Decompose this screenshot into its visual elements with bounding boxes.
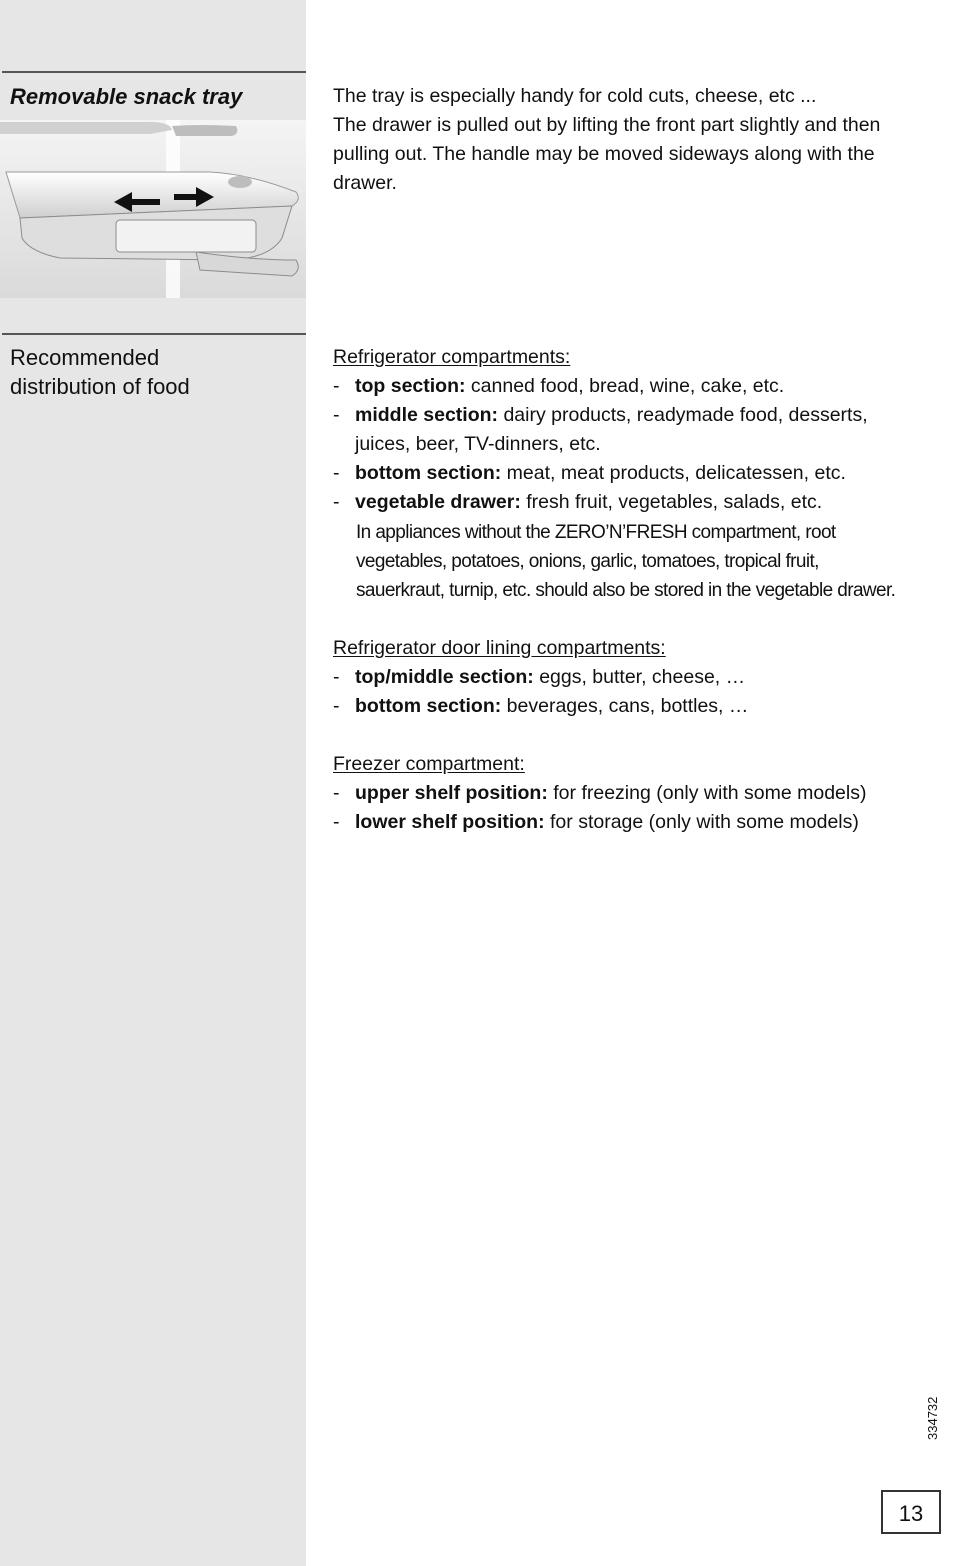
section-title-line: Recommended bbox=[10, 345, 160, 370]
list-item bbox=[333, 488, 868, 517]
section-title-distribution bbox=[10, 343, 190, 401]
item-label: vegetable drawer: bbox=[355, 491, 521, 513]
snack-tray-description bbox=[333, 82, 933, 198]
list-dash: - bbox=[333, 782, 340, 804]
list-dash: - bbox=[333, 491, 340, 513]
page-number: 13 bbox=[881, 1490, 941, 1534]
refrigerator-compartments-group bbox=[333, 343, 868, 517]
section-rule-distribution bbox=[2, 333, 306, 335]
snack-tray-line: pulling out. The handle may be moved sideways along with the bbox=[333, 143, 875, 165]
list-item bbox=[333, 808, 866, 837]
item-text: meat, meat products, delicatessen, etc. bbox=[506, 462, 846, 484]
note-line: In appliances without the ZERO’N’FRESH compartment, root bbox=[356, 522, 836, 543]
item-text: fresh fruit, vegetables, salads, etc. bbox=[526, 491, 823, 513]
group-heading: Refrigerator door lining compartments: bbox=[333, 637, 666, 659]
snack-tray-line: drawer. bbox=[333, 172, 397, 194]
item-label: middle section: bbox=[355, 404, 499, 426]
item-label: top section: bbox=[355, 375, 466, 397]
section-title-snack-tray: Removable snack tray bbox=[10, 84, 243, 109]
section-rule-snack-tray bbox=[2, 71, 306, 73]
item-label: bottom section: bbox=[355, 462, 502, 484]
list-dash: - bbox=[333, 462, 340, 484]
item-continuation: juices, beer, TV-dinners, etc. bbox=[355, 433, 601, 455]
list-dash: - bbox=[333, 666, 340, 688]
note-line: sauerkraut, turnip, etc. should also be stored in the vegetable drawer. bbox=[356, 580, 896, 601]
item-text: eggs, butter, cheese, … bbox=[539, 666, 746, 688]
list-item bbox=[333, 692, 748, 721]
document-number: 334732 bbox=[925, 1396, 940, 1440]
vegetable-drawer-note bbox=[356, 518, 895, 605]
item-text: beverages, cans, bottles, … bbox=[506, 695, 749, 717]
item-label: top/middle section: bbox=[355, 666, 534, 688]
item-label: upper shelf position: bbox=[355, 782, 548, 804]
item-text: for freezing (only with some models) bbox=[553, 782, 867, 804]
list-dash: - bbox=[333, 695, 340, 717]
item-label: lower shelf position: bbox=[355, 811, 545, 833]
list-dash: - bbox=[333, 811, 340, 833]
note-line: vegetables, potatoes, onions, garlic, tomatoes, tropical fruit, bbox=[356, 551, 819, 572]
list-item bbox=[333, 663, 748, 692]
section-title-line: distribution of food bbox=[10, 374, 190, 399]
item-label: bottom section: bbox=[355, 695, 502, 717]
list-item bbox=[333, 401, 868, 459]
snack-tray-illustration bbox=[0, 120, 306, 298]
list-dash: - bbox=[333, 375, 340, 397]
door-lining-group bbox=[333, 634, 748, 721]
list-dash: - bbox=[333, 404, 340, 426]
snack-tray-line: The drawer is pulled out by lifting the front part slightly and then bbox=[333, 114, 881, 136]
list-item bbox=[333, 372, 868, 401]
freezer-group bbox=[333, 750, 866, 837]
group-heading: Refrigerator compartments: bbox=[333, 346, 571, 368]
list-item bbox=[333, 459, 868, 488]
snack-tray-line: The tray is especially handy for cold cuts, cheese, etc ... bbox=[333, 85, 817, 107]
list-item bbox=[333, 779, 866, 808]
group-heading: Freezer compartment: bbox=[333, 753, 525, 775]
item-text: canned food, bread, wine, cake, etc. bbox=[470, 375, 785, 397]
item-text: dairy products, readymade food, desserts, bbox=[503, 404, 868, 426]
item-text: for storage (only with some models) bbox=[550, 811, 859, 833]
